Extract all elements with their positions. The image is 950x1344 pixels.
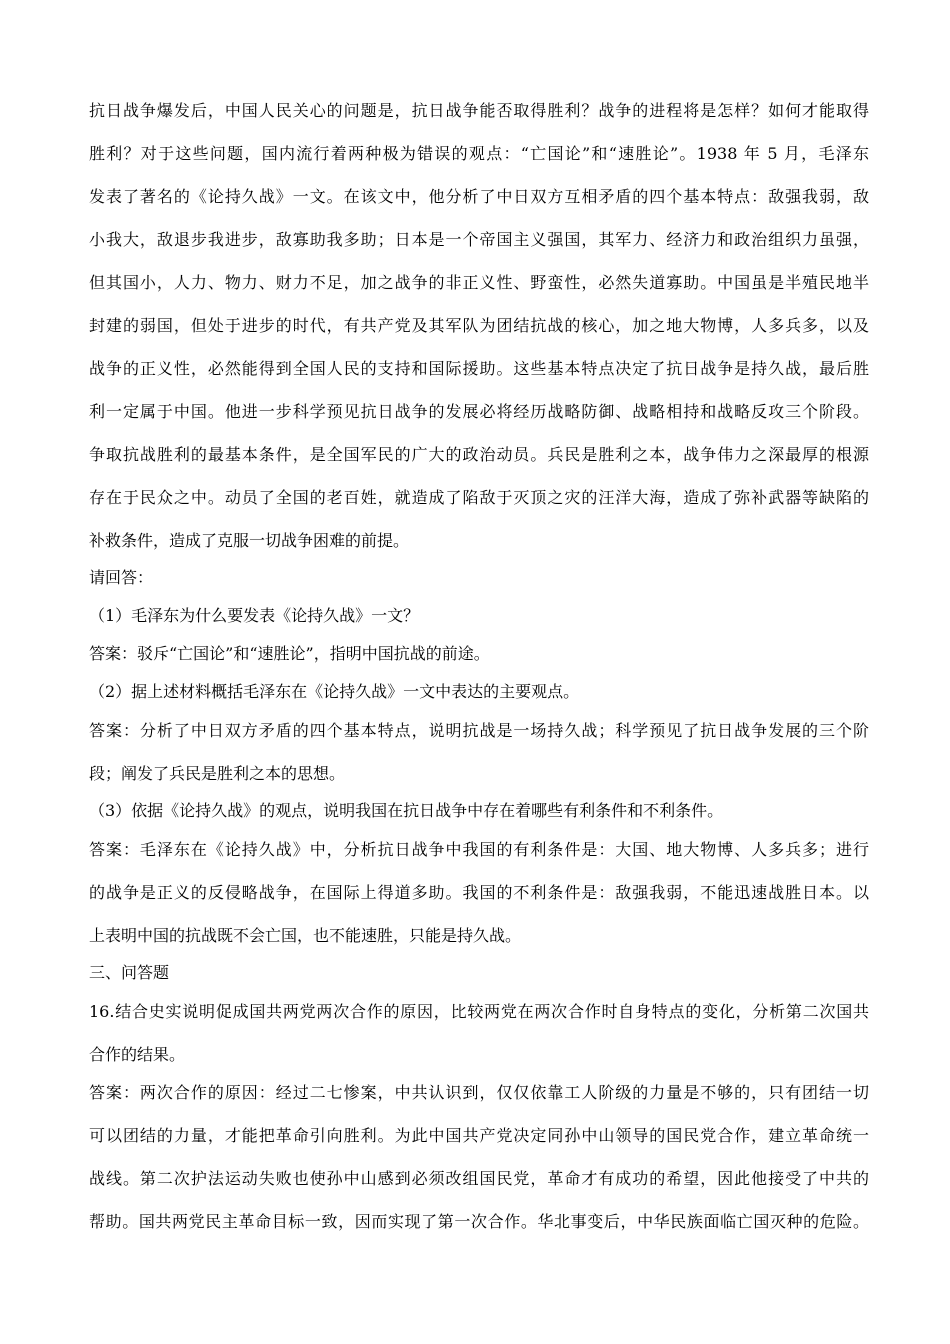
passage-line: 争取抗战胜利的最基本条件，是全国军民的广大的政治动员。兵民是胜利之本，战争伟力之深最厚的根源 — [89, 445, 869, 464]
answer-3-line: 的战争是正义的反侵略战争，在国际上得道多助。我国的不利条件是：敌强我弱，不能迅速战胜日本。以 — [89, 883, 869, 902]
question-2: （2）据上述材料概括毛泽东在《论持久战》一文中表达的主要观点。 — [89, 682, 580, 701]
section-heading: 三、问答题 — [89, 963, 170, 982]
answer-2-line: 答案：分析了中日双方矛盾的四个基本特点，说明抗战是一场持久战；科学预见了抗日战争发展的三个阶 — [89, 721, 869, 740]
answer-3-line: 上表明中国的抗战既不会亡国，也不能速胜，只能是持久战。 — [89, 926, 522, 945]
answer-16-line: 战线。第二次护法运动失败也使孙中山感到必须改组国民党，革命才有成功的希望，因此他接受了中共的 — [89, 1169, 869, 1188]
passage-line: 封建的弱国，但处于进步的时代，有共产党及其军队为团结抗战的核心，加之地大物博，人多兵多，以及 — [89, 316, 869, 335]
answer-1: 答案：驳斥“亡国论”和“速胜论”，指明中国抗战的前途。 — [89, 644, 490, 663]
passage-line: 利一定属于中国。他进一步科学预见抗日战争的发展必将经历战略防御、战略相持和战略反攻三个阶段。 — [89, 402, 869, 421]
question-1: （1）毛泽东为什么要发表《论持久战》一文？ — [89, 606, 420, 625]
answer-16-line: 帮助。国共两党民主革命目标一致，因而实现了第一次合作。华北事变后，中华民族面临亡国灭种的危险。 — [89, 1212, 869, 1231]
answer-prompt: 请回答： — [89, 568, 154, 587]
question-16-line: 16.结合史实说明促成国共两党两次合作的原因，比较两党在两次合作时自身特点的变化，分析第二次国共 — [89, 1002, 869, 1021]
passage-line: 战争的正义性，必然能得到全国人民的支持和国际援助。这些基本特点决定了抗日战争是持久战，最后胜 — [89, 359, 869, 378]
passage-line: 存在于民众之中。动员了全国的老百姓，就造成了陷敌于灭顶之灾的汪洋大海，造成了弥补武器等缺陷的 — [89, 488, 869, 507]
passage-line: 胜利？对于这些问题，国内流行着两种极为错误的观点：“亡国论”和“速胜论”。1938 年 5 月，毛泽东 — [89, 144, 869, 163]
answer-3-line: 答案：毛泽东在《论持久战》中，分析抗日战争中我国的有利条件是：大国、地大物博、人多兵多；进行 — [89, 840, 869, 859]
passage-line: 补救条件，造成了克服一切战争困难的前提。 — [89, 531, 410, 550]
question-16-line: 合作的结果。 — [89, 1045, 186, 1064]
answer-16-line: 可以团结的力量，才能把革命引向胜利。为此中国共产党决定同孙中山领导的国民党合作，建立革命统一 — [89, 1126, 869, 1145]
passage-line: 发表了著名的《论持久战》一文。在该文中，他分析了中日双方互相矛盾的四个基本特点：敌强我弱，敌 — [89, 187, 869, 206]
answer-16-line: 答案：两次合作的原因：经过二七惨案，中共认识到，仅仅依靠工人阶级的力量是不够的，只有团结一切 — [89, 1083, 869, 1102]
answer-2-line: 段；阐发了兵民是胜利之本的思想。 — [89, 764, 346, 783]
passage-line: 抗日战争爆发后，中国人民关心的问题是，抗日战争能否取得胜利？战争的进程将是怎样？如何才能取得 — [89, 101, 869, 120]
passage-line: 小我大，敌退步我进步，敌寡助我多助；日本是一个帝国主义强国，其军力、经济力和政治组织力虽强， — [89, 230, 869, 249]
passage-line: 但其国小，人力、物力、财力不足，加之战争的非正义性、野蛮性，必然失道寡助。中国虽是半殖民地半 — [89, 273, 869, 292]
question-3: （3）依据《论持久战》的观点，说明我国在抗日战争中存在着哪些有利条件和不利条件。 — [89, 801, 724, 820]
